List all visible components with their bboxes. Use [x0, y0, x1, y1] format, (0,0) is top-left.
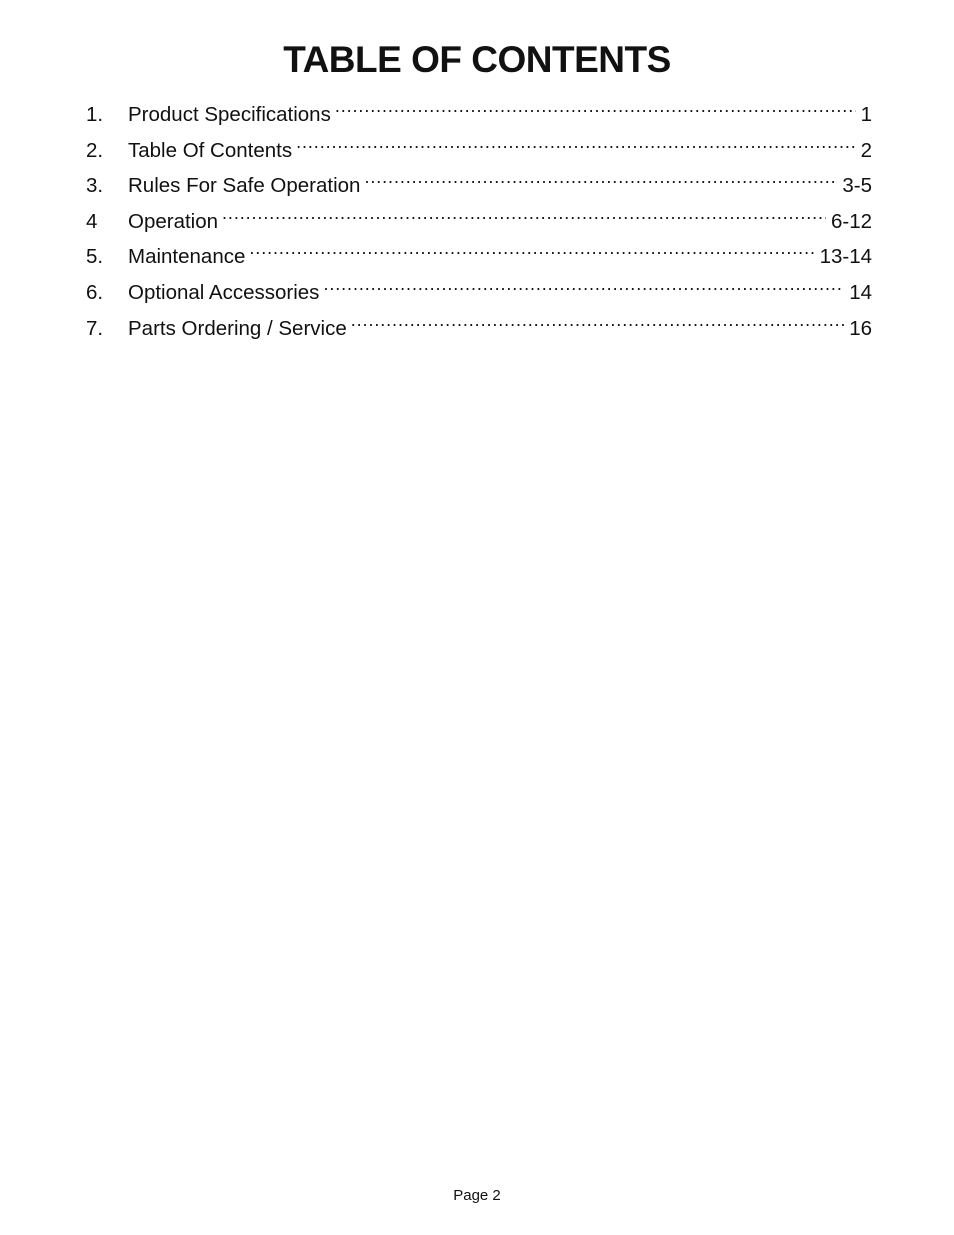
- toc-dot-leader: [323, 269, 844, 299]
- toc-dot-leader: [296, 127, 856, 157]
- toc-entry-label: Operation: [128, 209, 219, 233]
- page-title: TABLE OF CONTENTS: [283, 39, 671, 80]
- toc-entry-page: 1: [860, 103, 872, 126]
- toc-entry-label: Rules For Safe Operation: [128, 174, 361, 198]
- toc-entry-page: 13-14: [819, 245, 872, 269]
- toc-entry: [86, 162, 872, 198]
- toc-entry: [86, 305, 872, 341]
- toc-entry: [86, 198, 872, 234]
- toc-entry: [86, 233, 872, 269]
- toc-entry-label: Table Of Contents: [128, 138, 293, 162]
- toc-entry-number: 5.: [86, 245, 104, 269]
- toc-entry-label: Parts Ordering / Service: [128, 316, 347, 340]
- toc-entry-number: 6.: [86, 280, 104, 304]
- toc-entry-page: 16: [849, 316, 872, 340]
- toc-dot-leader: [249, 233, 814, 263]
- toc-entry-page: 6-12: [830, 209, 872, 233]
- toc-entry-label: Maintenance: [128, 245, 246, 269]
- toc-entry-number: 4: [86, 209, 98, 233]
- toc-entry-number: 1.: [86, 103, 104, 126]
- toc-entry-page: 14: [849, 280, 872, 304]
- toc-entry-page: 3-5: [842, 174, 872, 198]
- toc-entry: [86, 269, 872, 305]
- table-of-contents: [86, 91, 872, 340]
- toc-entry-number: 3.: [86, 174, 104, 198]
- toc-entry-number: 7.: [86, 316, 104, 340]
- toc-entry: [86, 91, 872, 127]
- toc-entry: [86, 127, 872, 163]
- toc-entry-page: 2: [860, 138, 872, 162]
- toc-dot-leader: [335, 91, 856, 121]
- page-footer: Page 2: [453, 1187, 501, 1204]
- toc-entry-label: Optional Accessories: [128, 280, 320, 304]
- toc-entry-label: Product Specifications: [128, 103, 331, 126]
- toc-entry-number: 2.: [86, 138, 104, 162]
- toc-dot-leader: [222, 198, 826, 228]
- toc-dot-leader: [364, 162, 837, 192]
- toc-dot-leader: [351, 305, 844, 335]
